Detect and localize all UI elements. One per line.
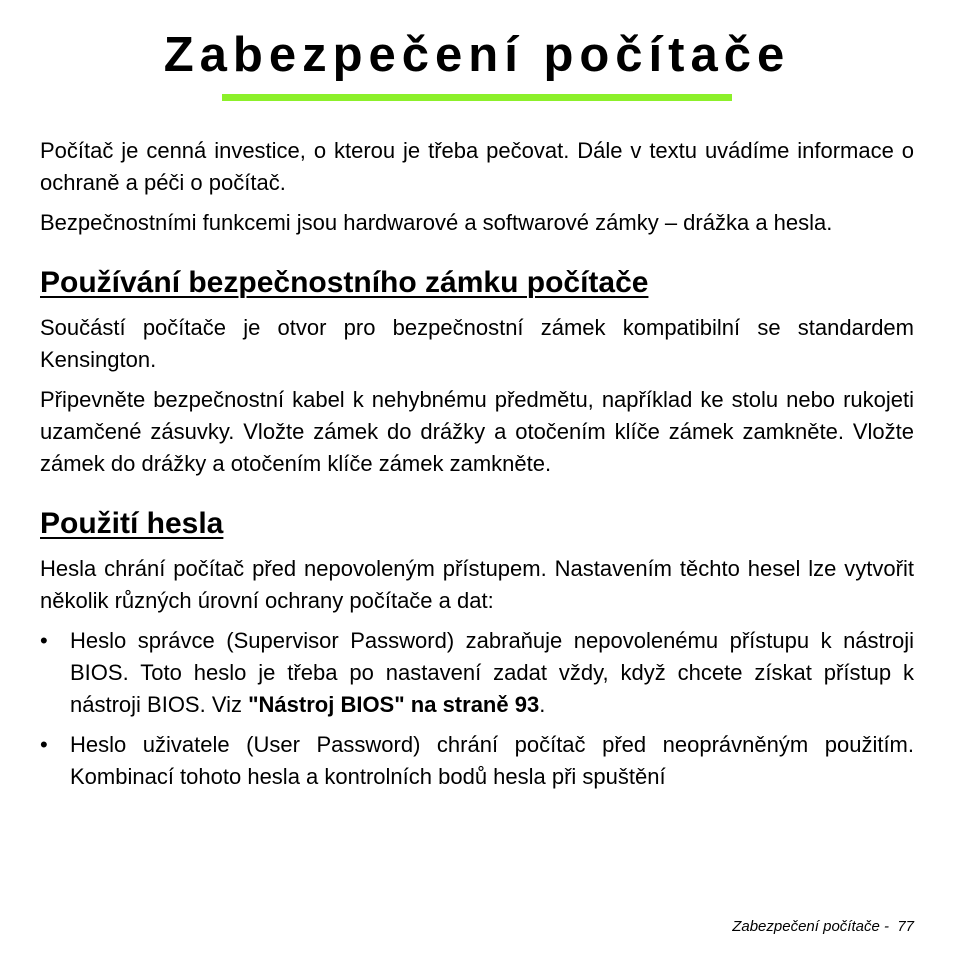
- page-title: Zabezpečení počítače: [163, 28, 791, 82]
- bullet-icon: •: [40, 628, 48, 653]
- bullet-text: Heslo uživatele (User Password) chrání počítač před neoprávněným použitím. Kombinací tohoto hesla a kontrolních bodů hesla při spuštění: [70, 732, 914, 789]
- list-item: [40, 625, 914, 721]
- intro-paragraph: Bezpečnostními funkcemi jsou hardwarové a softwarové zámky – drážka a hesla.: [40, 210, 833, 235]
- lock-paragraph: Součástí počítače je otvor pro bezpečnostní zámek kompatibilní se standardem Kensington.: [40, 315, 914, 372]
- bullet-text-end: .: [539, 692, 546, 717]
- list-item: [40, 729, 914, 793]
- section-heading-password: Použití hesla: [40, 507, 224, 540]
- page-footer: [732, 917, 914, 937]
- password-paragraph: Hesla chrání počítač před nepovoleným přístupem. Nastavením těchto hesel lze vytvořit několik různých úrovní ochrany počítače a dat:: [40, 556, 914, 613]
- lock-paragraph: Připevněte bezpečnostní kabel k nehybnému předmětu, například ke stolu nebo rukojeti uzamčené zásuvky. Vložte zámek do drážky a otočením klíče zámek zamkněte. Vložte zámek do drážky a otočením klíče zámek zamkněte.: [40, 387, 914, 476]
- bullet-icon: •: [40, 732, 48, 757]
- title-underline-rule: [222, 94, 732, 101]
- footer-section-name: Zabezpečení počítače: [732, 918, 880, 935]
- footer-separator: -: [879, 918, 898, 935]
- password-bullet-list: [40, 625, 914, 793]
- intro-paragraph: Počítač je cenná investice, o kterou je třeba pečovat. Dále v textu uvádíme informace o ochraně a péči o počítač.: [40, 138, 914, 195]
- page-content: [40, 135, 914, 801]
- section-heading-lock: Používání bezpečnostního zámku počítače: [40, 266, 649, 299]
- footer-page-number: 77: [897, 918, 914, 935]
- bullet-text: Heslo správce (Supervisor Password) zabraňuje nepovolenému přístupu k nástroji BIOS. Toto heslo je třeba po nastavení zadat vždy, když chcete získat přístup k nástroji BIOS. Viz: [70, 628, 914, 717]
- bios-reference-link[interactable]: "Nástroj BIOS" na straně 93: [248, 692, 540, 717]
